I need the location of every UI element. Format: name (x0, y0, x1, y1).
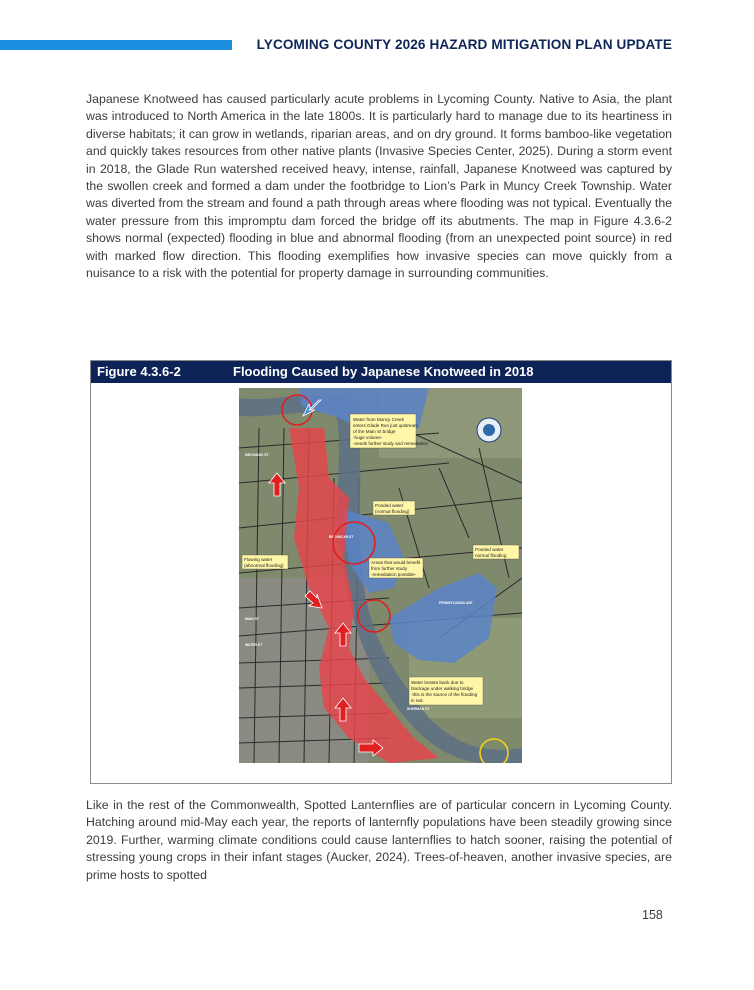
svg-text:in red.: in red. (411, 698, 424, 703)
svg-text:normal flooding: normal flooding (475, 553, 507, 558)
svg-text:from further study: from further study (371, 566, 407, 571)
street-label-main: MAIN ST (245, 617, 259, 621)
page-number: 158 (642, 908, 663, 922)
svg-text:enters Glade Run just upstream: enters Glade Run just upstream (353, 423, 418, 428)
svg-text:Water breaks bank due to: Water breaks bank due to (411, 680, 464, 685)
paragraph-japanese-knotweed: Japanese Knotweed has caused particularly acute problems in Lycoming County. Native to Asia, the plant was introduced to North America in the late 1800s. It is particularly hard to manage due to its heartiness in diverse habitats; it can grow in wetlands, riparian areas, and on dry ground. It forms bamboo-like vegetation and quickly takes resources from other native plants (Invasive Species Center, 2025). During a storm event in 2018, the Glade Run watershed received heavy, intense, rainfall, Japanese Knotweed was captured by the swollen creek and formed a dam under the footbridge to Lion’s Park in Muncy Creek Township. Water was diverted from the stream and found a path through areas where flooding was not typical. Eventually the water pressure from this impromptu dam forced the bridge off its abutments. The map in Figure 4.3.6-2 shows normal (expected) flooding in blue and abnormal flooding (from an unexpected point source) in red with marked flow direction. This flooding exemplifies how invasive species can move quickly from a nuisance to a risk with the potential for property damage in surrounding communities. (86, 92, 672, 281)
street-label-mechanic: MECHANIC ST (245, 453, 269, 457)
figure-title: Flooding Caused by Japanese Knotweed in 2018 (233, 364, 534, 379)
svg-text:Areas that would benefit: Areas that would benefit (371, 560, 421, 565)
street-label-sherman: SHERMAN ST (407, 707, 430, 711)
svg-text:(normal flooding): (normal flooding) (375, 509, 410, 514)
svg-text:of the Main St bridge: of the Main St bridge (353, 429, 396, 434)
svg-text:Water from Muncy Creek: Water from Muncy Creek (353, 417, 404, 422)
figure-caption-bar (91, 361, 671, 383)
svg-text:-this is the source of the flo: -this is the source of the flooding (411, 692, 478, 697)
svg-text:Ponded water: Ponded water (375, 503, 404, 508)
flood-map-svg (239, 388, 522, 763)
street-label-brooklyn: BROOKLYN ST (329, 535, 354, 539)
figure-4-3-6-2 (90, 360, 672, 784)
street-label-pennsylvania: PENNSYLVANIA AVE (439, 601, 473, 605)
county-seal-center (483, 424, 495, 436)
svg-text:-huge volume-: -huge volume- (353, 435, 383, 440)
paragraph-spotted-lanternfly: Like in the rest of the Commonwealth, Spotted Lanternflies are of particular concern in Lycoming County. Hatching around mid-May each year, the reports of lanternfly populations have been steadily growing since 2019. Further, warming climate conditions could cause lanternflies to hatch sooner, raising the potential of stressing young crops in their infant stages (Aucker, 2024). Trees-of-heaven, another invasive species, are prime hosts to spotted (86, 798, 672, 882)
callout-bank (409, 677, 483, 705)
callout-benefit (369, 558, 423, 578)
svg-text:(abnormal flooding): (abnormal flooding) (244, 563, 284, 568)
svg-text:blockage under walking bridge: blockage under walking bridge (411, 686, 474, 691)
callout-ponded-center (373, 501, 415, 515)
svg-text:Ponded water: Ponded water (475, 547, 504, 552)
svg-text:-remediation possible-: -remediation possible- (371, 572, 417, 577)
street-label-water: WATER ST (245, 643, 263, 647)
callout-ponded-right (473, 545, 519, 559)
svg-text:-needs further study and remed: -needs further study and remediation (353, 441, 429, 446)
callout-flowing (242, 555, 288, 569)
header-accent-bar (0, 40, 232, 50)
document-header-title: LYCOMING COUNTY 2026 HAZARD MITIGATION PLAN UPDATE (256, 37, 672, 52)
svg-text:Flowing water: Flowing water (244, 557, 273, 562)
figure-number: Figure 4.3.6-2 (97, 364, 181, 379)
flood-map-image (239, 388, 522, 763)
